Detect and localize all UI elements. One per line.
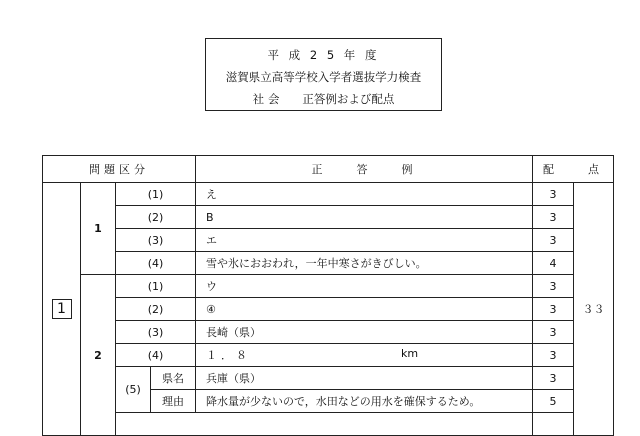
points-cell: 5 bbox=[533, 390, 574, 413]
sub-number: (2) bbox=[116, 206, 196, 229]
answer-unit: km bbox=[401, 347, 419, 360]
total-points: ３３ bbox=[574, 183, 614, 436]
subject-title: 社 会 正答例および配点 bbox=[252, 92, 395, 106]
table-row bbox=[43, 344, 614, 367]
table-row bbox=[43, 275, 614, 298]
sub-number: (5) bbox=[116, 367, 151, 413]
sub-number: (2) bbox=[116, 298, 196, 321]
name-label: 県名 bbox=[151, 367, 196, 390]
sub-number: (3) bbox=[116, 321, 196, 344]
answer-cell: ウ bbox=[196, 275, 533, 298]
header-points: 配 点 bbox=[533, 156, 614, 183]
table-row bbox=[43, 321, 614, 344]
part2-number: 2 bbox=[81, 275, 116, 436]
points-cell: 3 bbox=[533, 344, 574, 367]
points-cell: 3 bbox=[533, 275, 574, 298]
answer-cell bbox=[196, 344, 533, 367]
answer-value: １．８ bbox=[206, 349, 251, 362]
answer-table bbox=[42, 155, 614, 436]
answer-cell: 雪や氷におおわれ，一年中寒さがきびしい。 bbox=[196, 252, 533, 275]
part1-number: 1 bbox=[81, 183, 116, 275]
table-row bbox=[43, 367, 614, 390]
answer-cell: え bbox=[196, 183, 533, 206]
answer-cell: 降水量が少ないので，水田などの用水を確保するため。 bbox=[196, 390, 533, 413]
answer-cell: エ bbox=[196, 229, 533, 252]
answer-cell: 兵庫（県） bbox=[196, 367, 533, 390]
exam-name: 滋賀県立高等学校入学者選抜学力検査 bbox=[225, 70, 422, 84]
table-header-row bbox=[43, 156, 614, 183]
reason-label: 理由 bbox=[151, 390, 196, 413]
sub-number: (1) bbox=[116, 275, 196, 298]
header-answer: 正 答 例 bbox=[196, 156, 533, 183]
points-cell: 3 bbox=[533, 229, 574, 252]
points-cell: 3 bbox=[533, 183, 574, 206]
table-row-partial bbox=[43, 413, 614, 436]
table-row bbox=[43, 298, 614, 321]
sub-number: (1) bbox=[116, 183, 196, 206]
exam-year: 平 成 2 5 年 度 bbox=[267, 48, 380, 62]
title-box bbox=[205, 38, 442, 111]
question-number: 1 bbox=[52, 299, 72, 319]
answer-cell: ④ bbox=[196, 298, 533, 321]
points-cell: 3 bbox=[533, 298, 574, 321]
sub-number: (3) bbox=[116, 229, 196, 252]
sub-number: (4) bbox=[116, 252, 196, 275]
answer-cell: B bbox=[196, 206, 533, 229]
sub-number: (4) bbox=[116, 344, 196, 367]
table-row bbox=[43, 183, 614, 206]
points-cell: 3 bbox=[533, 321, 574, 344]
header-section: 問題区分 bbox=[43, 156, 196, 183]
points-cell: 4 bbox=[533, 252, 574, 275]
table-row bbox=[43, 206, 614, 229]
answer-cell: 長崎（県） bbox=[196, 321, 533, 344]
table-row bbox=[43, 252, 614, 275]
question-number-cell bbox=[43, 183, 81, 436]
points-cell: 3 bbox=[533, 367, 574, 390]
points-cell: 3 bbox=[533, 206, 574, 229]
table-row bbox=[43, 229, 614, 252]
